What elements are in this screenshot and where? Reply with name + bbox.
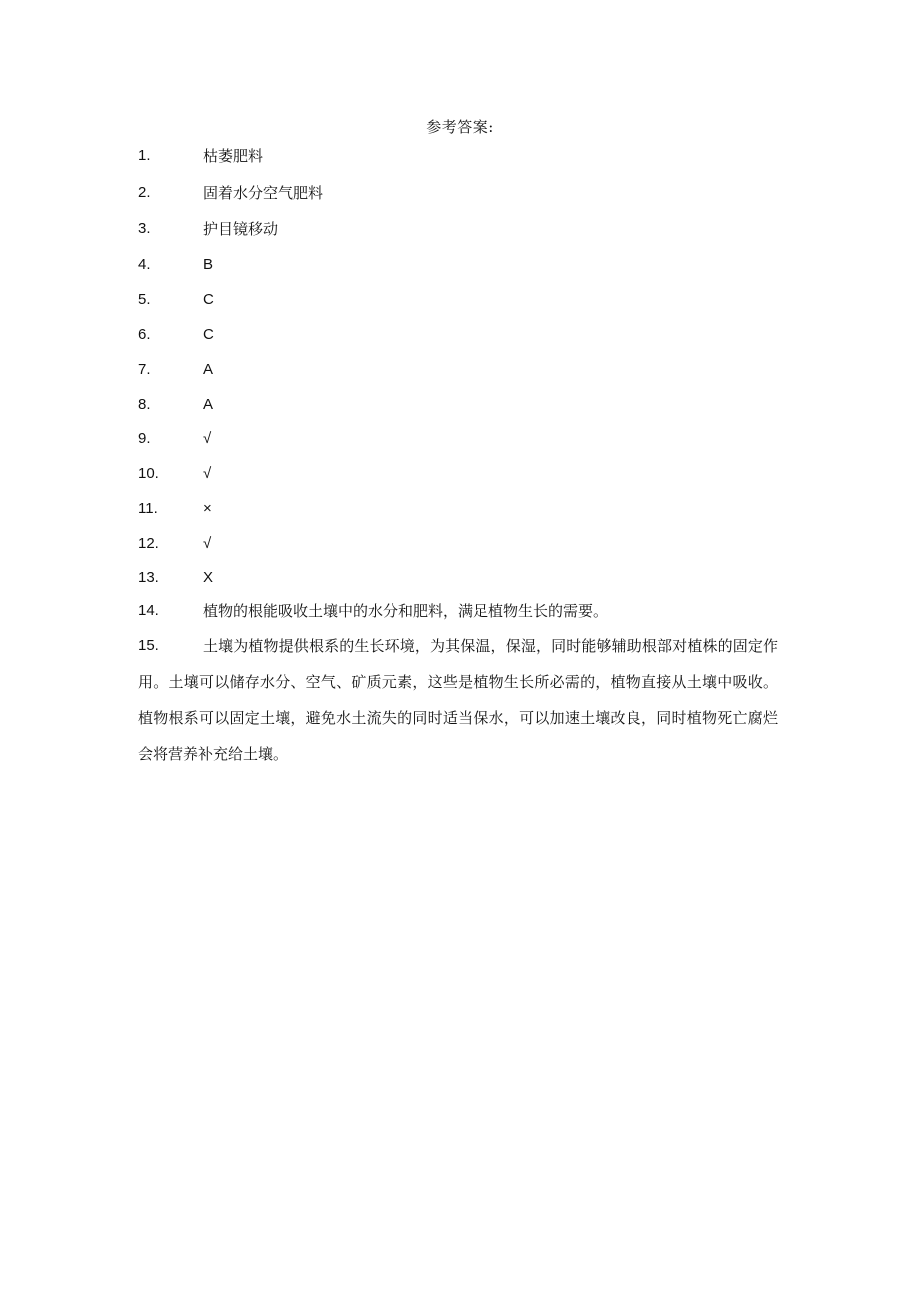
answer-text: √ (203, 430, 212, 447)
answer-text: 枯萎肥料 (203, 147, 264, 165)
answer-text: X (203, 569, 214, 586)
answer-number: 4. (138, 256, 151, 273)
answer-number: 13. (138, 569, 159, 586)
answer-number: 9. (138, 430, 151, 447)
answer-text: B (203, 256, 214, 273)
answer-text: 植物的根能吸收土壤中的水分和肥料，满足植物生长的需要。 (203, 602, 609, 620)
answer-text: 土壤为植物提供根系的生长环境，为其保温，保湿，同时能够辅助根部对植株的固定作用。土壤可以储存水分、空气、矿质元素，这些是植物生长所必需的，植物直接从土壤中吸收。植物根系可以固定土壤，避免水土流失的同时适当保水，可以加速土壤改良，同时植物死亡腐烂会将营养补充给土壤。 (138, 637, 778, 763)
answer-number: 11. (138, 500, 158, 517)
answer-number: 12. (138, 535, 159, 552)
answer-number: 14. (138, 602, 159, 619)
answer-text: √ (203, 535, 212, 552)
answer-text: C (203, 326, 214, 343)
answer-number: 3. (138, 220, 151, 237)
answer-text: A (203, 396, 214, 413)
answer-number: 5. (138, 291, 151, 308)
answer-number: 7. (138, 361, 151, 378)
answer-number: 1. (138, 147, 151, 164)
answer-number: 2. (138, 184, 151, 201)
answer-number: 6. (138, 326, 151, 343)
answer-text: A (203, 361, 214, 378)
answer-text: √ (203, 465, 212, 482)
answer-text: C (203, 291, 214, 308)
answer-paragraph (138, 628, 778, 772)
answer-text: 固着水分空气肥料 (203, 184, 324, 202)
answer-number: 10. (138, 465, 159, 482)
answer-number: 8. (138, 396, 151, 413)
answer-number: 15. (138, 637, 159, 654)
answer-text: 护目镜移动 (203, 220, 279, 238)
answer-text: × (203, 500, 212, 517)
page-title: 参考答案: (426, 118, 494, 136)
